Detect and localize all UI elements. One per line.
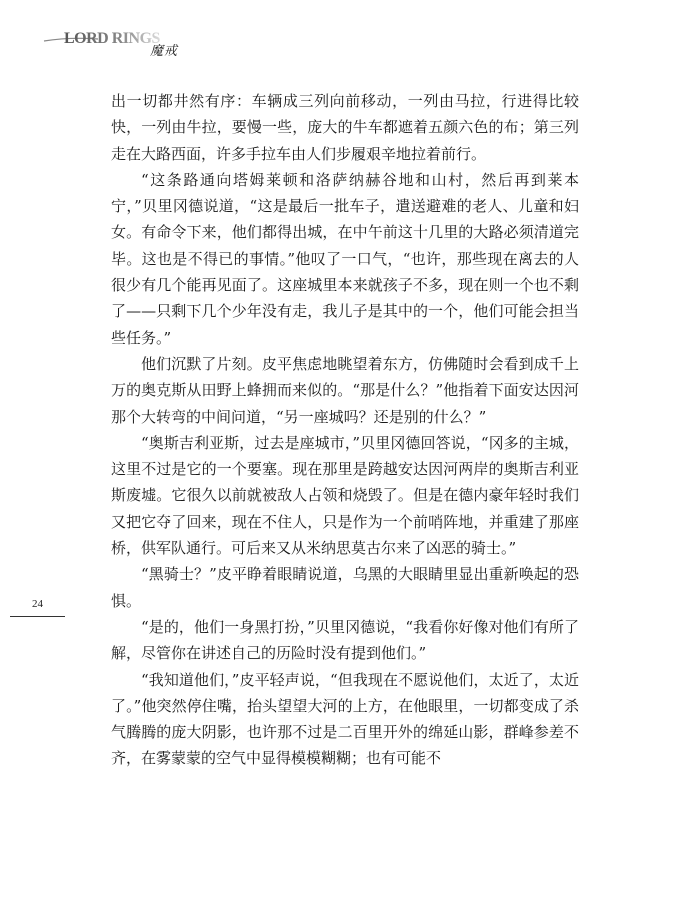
paragraph-continued: 出一切都井然有序：车辆成三列向前移动，一列由马拉，行进得比较快，一列由牛拉，要慢一些，庞大的牛车都遮着五颜六色的布；第三列走在大路西面，许多手拉车由人们步履艰辛地拉着前行。 [111, 92, 579, 163]
paragraph: “奥斯吉利亚斯，过去是座城市，”贝里冈德回答说，“冈多的主城，这里不过是它的一个要塞。现在那里是跨越安达因河两岸的奥斯吉利亚斯废墟。它很久以前就被敌人占领和烧毁了。但是在德内豪年轻时我们又把它夺了回来，现在不住人，只是作为一个前哨阵地，并重建了那座桥，供军队通行。可后来又从米纳思莫古尔来了凶恶的骑士。” [111, 433, 579, 558]
paragraph: “是的，他们一身黑打扮，”贝里冈德说，“我看你好像对他们有所了解，尽管你在讲述自己的历险时没有提到他们。” [111, 617, 579, 663]
paragraph: “这条路通向塔姆莱顿和洛萨纳赫谷地和山村，然后再到莱本宁，”贝里冈德说道，“这是最后一批车子，遣送避难的老人、儿童和妇女。有命令下来，他们都得出城，在中午前这十几里的大路必须清道完毕。这也是不得已的事情。”他叹了一口气，“也许，那些现在离去的人很少有几个能再见面了。这座城里本来就孩子不多，现在则一个也不剩了——只剩下几个少年没有走，我儿子是其中的一个，他们可能会担当些任务。” [111, 170, 579, 347]
running-book-title: 魔戒 [150, 44, 179, 59]
paragraph: 他们沉默了片刻。皮平焦虑地眺望着东方，仿佛随时会看到成千上万的奥克斯从田野上蜂拥而来似的。“那是什么？”他指着下面安达因河那个大转弯的中间问道，“另一座城吗？还是别的什么？” [111, 354, 579, 426]
paragraph: “我知道他们，”皮平轻声说，“但我现在不愿说他们，太近了，太近了。”他突然停住嘴，抬头望望大河的上方，在他眼里，一切都变成了杀气腾腾的庞大阴影，也许那不过是二百里开外的绵延山影，群峰参差不齐，在雾蒙蒙的空气中显得模模糊糊；也有可能不 [111, 670, 579, 768]
page-number-rule [10, 616, 65, 617]
paragraph: “黑骑士？”皮平睁着眼睛说道，乌黑的大眼睛里显出重新唤起的恐惧。 [111, 565, 579, 610]
page-number: 24 [32, 598, 43, 610]
page-number-block [10, 598, 65, 617]
body-text [111, 88, 579, 772]
page-header [0, 22, 675, 62]
logo-text: LORD RINGS [64, 30, 160, 47]
